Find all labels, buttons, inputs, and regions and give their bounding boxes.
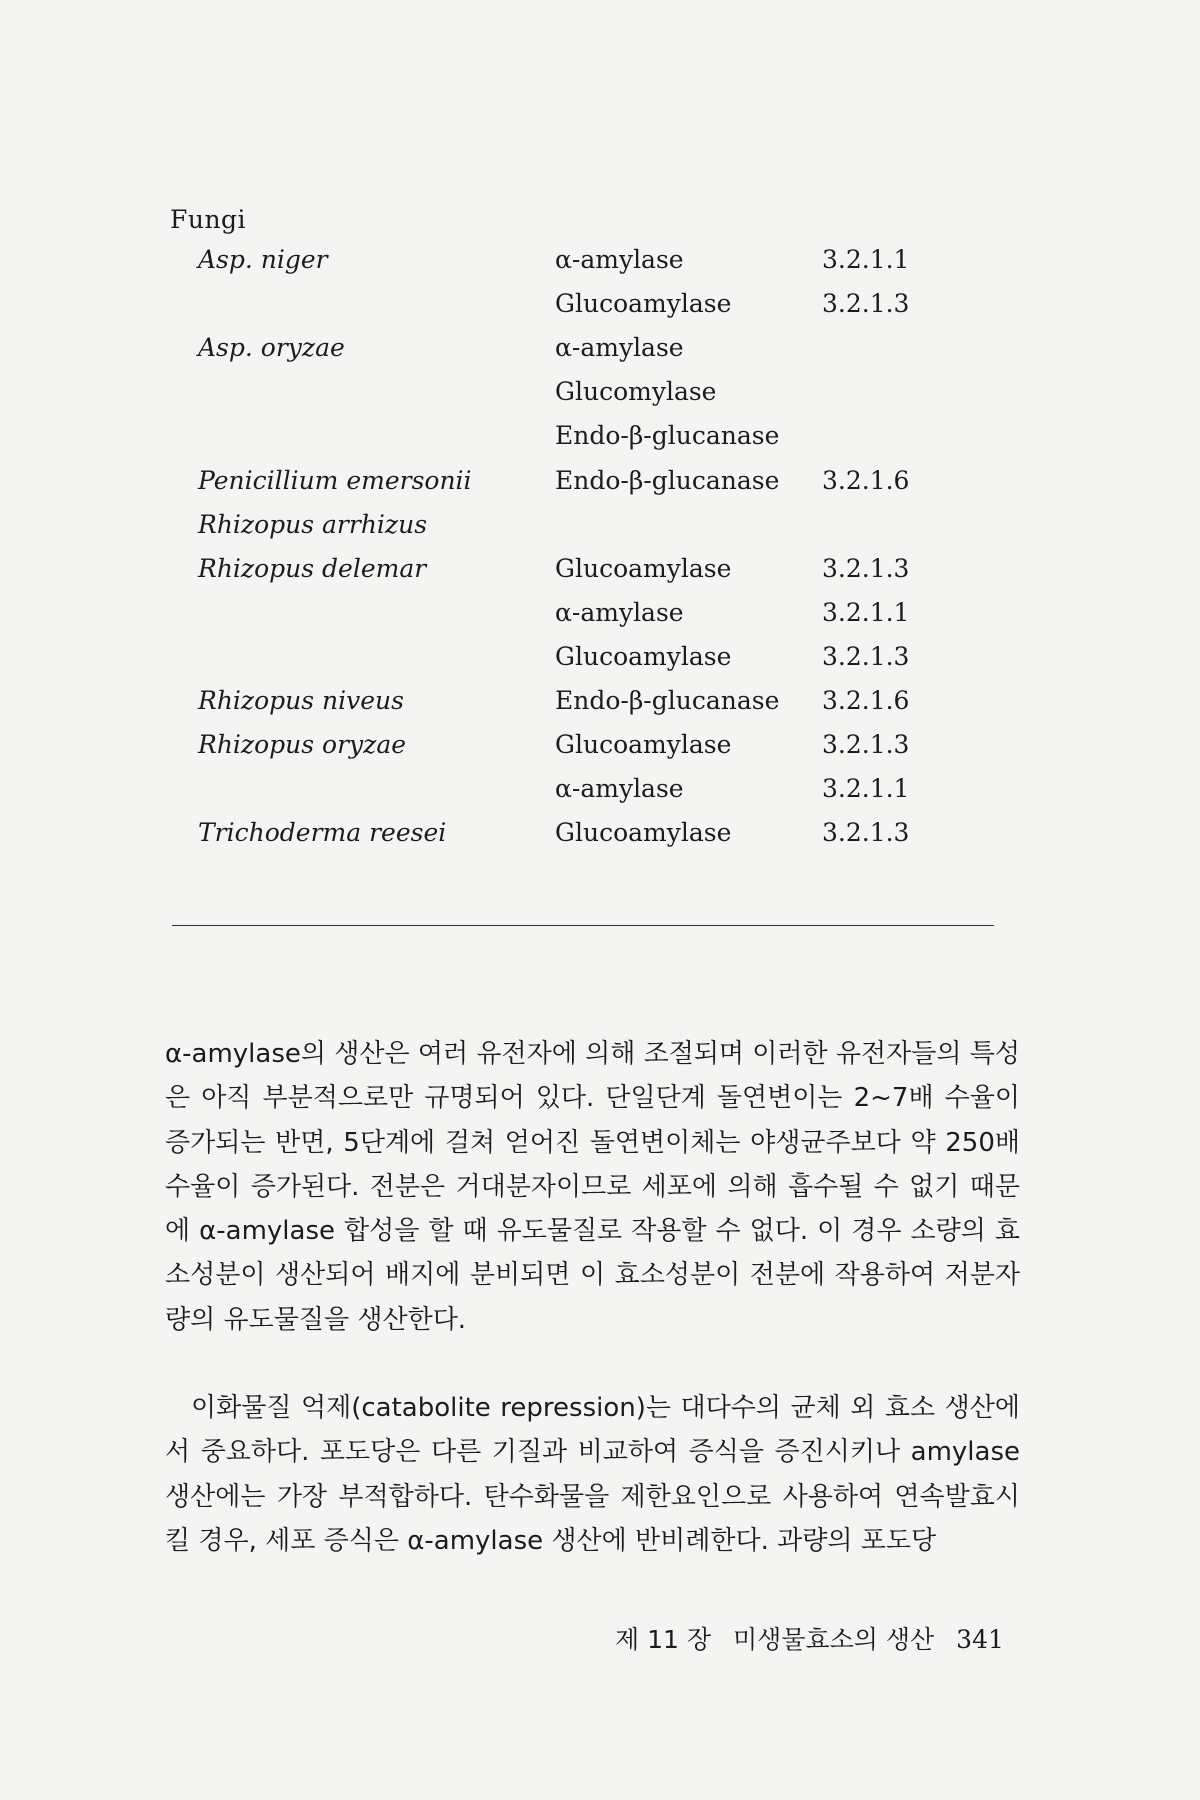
footer-chapter: 제 11 장 xyxy=(615,1625,712,1654)
body-paragraph-1: α-amylase의 생산은 여러 유전자에 의해 조절되며 이러한 유전자들의 특성은 아직 부분적으로만 규명되어 있다. 단일단계 돌연변이는 2~7배 수율이 증가되는 반면, 5단계에 걸쳐 얻어진 돌연변이체는 야생균주보다 약 250배 수율이 증가된다. 전분은 거대분자이므로 세포에 의해 흡수될 수 없기 때문에 α-amylase 합성을 할 때 유도물질로 작용할 수 없다. 이 경우 소량의 효소성분이 생산되어 배지에 분비되면 이 효소성분이 전분에 작용하여 저분자량의 유도물질을 생산한다. xyxy=(165,1039,1020,1335)
table-row xyxy=(0,377,1200,413)
table-cell-enzyme: α-amylase xyxy=(555,245,684,274)
table-row xyxy=(0,466,1200,502)
table-cell-organism: Trichoderma reesei xyxy=(198,818,447,848)
table-bottom-rule xyxy=(172,925,994,926)
table-cell-ec: 3.2.1.3 xyxy=(822,289,910,319)
table-cell-ec: 3.2.1.3 xyxy=(822,553,910,583)
table-row xyxy=(0,730,1200,766)
table-section-title: Fungi xyxy=(170,205,247,234)
table-cell-organism: Rhizopus delemar xyxy=(198,553,427,583)
table-cell-enzyme: Endo-β-glucanase xyxy=(555,421,780,451)
table-cell-enzyme: Endo-β-glucanase xyxy=(555,465,780,495)
table-cell-organism: Asp. niger xyxy=(198,245,328,274)
table-cell-organism: Penicillium emersonii xyxy=(198,465,472,495)
table-row xyxy=(0,554,1200,590)
table-row xyxy=(0,510,1200,546)
table-cell-organism: Rhizopus oryzae xyxy=(198,730,407,760)
table-row xyxy=(0,642,1200,678)
table-cell-ec: 3.2.1.6 xyxy=(822,686,910,715)
table-cell-ec: 3.2.1.1 xyxy=(822,774,910,804)
table-cell-ec: 3.2.1.3 xyxy=(822,818,910,848)
footer-page-number: 341 xyxy=(956,1625,1004,1654)
table-row xyxy=(0,289,1200,325)
table-cell-enzyme: Glucoamylase xyxy=(555,818,732,848)
footer-chapter-title: 미생물효소의 생산 xyxy=(733,1625,935,1654)
table-cell-enzyme: Glucoamylase xyxy=(555,730,732,760)
table-cell-enzyme: Glucoamylase xyxy=(555,553,732,583)
table-cell-enzyme: Glucoamylase xyxy=(555,641,732,671)
table-cell-organism: Asp. oryzae xyxy=(198,333,345,363)
page-footer xyxy=(615,1620,1004,1656)
table-cell-enzyme: Endo-β-glucanase xyxy=(555,686,780,715)
table-cell-ec: 3.2.1.1 xyxy=(822,597,910,627)
table-row xyxy=(0,245,1200,281)
table-cell-ec: 3.2.1.3 xyxy=(822,641,910,671)
table-row xyxy=(0,818,1200,854)
table-cell-organism: Rhizopus niveus xyxy=(198,686,404,715)
table-row xyxy=(0,598,1200,634)
table-cell-ec: 3.2.1.3 xyxy=(822,730,910,760)
table-cell-enzyme: Glucoamylase xyxy=(555,289,732,319)
table-row xyxy=(0,774,1200,810)
table-cell-ec: 3.2.1.1 xyxy=(822,245,910,274)
table-row xyxy=(0,333,1200,369)
table-cell-enzyme: α-amylase xyxy=(555,597,684,627)
table-cell-ec: 3.2.1.6 xyxy=(822,465,910,495)
table-row xyxy=(0,686,1200,722)
table-row xyxy=(0,421,1200,457)
table-cell-organism: Rhizopus arrhizus xyxy=(198,509,428,539)
table-cell-enzyme: α-amylase xyxy=(555,333,684,363)
table-cell-enzyme: Glucomylase xyxy=(555,377,717,407)
table-cell-enzyme: α-amylase xyxy=(555,774,684,804)
body-paragraph-2: 이화물질 억제(catabolite repression)는 대다수의 균체 외 효소 생산에서 중요하다. 포도당은 다른 기질과 비교하여 증식을 증진시키나 amylase 생산에는 가장 부적합하다. 탄수화물을 제한요인으로 사용하여 연속발효시킬 경우, 세포 증식은 α-amylase 생산에 반비례한다. 과량의 포도당 xyxy=(165,1393,1020,1556)
